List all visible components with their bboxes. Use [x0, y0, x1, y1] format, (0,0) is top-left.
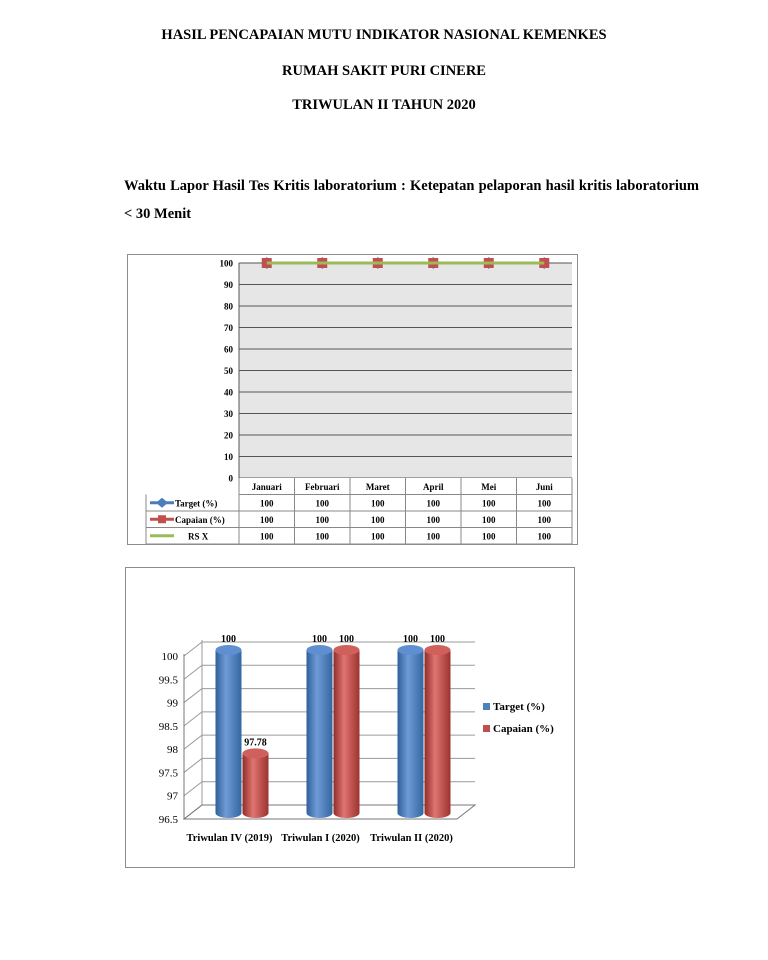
table-value: 100 [426, 498, 440, 509]
category-label: Triwulan I (2020) [281, 833, 360, 844]
table-value: 100 [260, 498, 274, 509]
y-tick-label: 70 [224, 323, 233, 333]
indicator-description: Waktu Lapor Hasil Tes Kritis laboratorium : Ketepatan pelaporan hasil kritis laboratorium < 30 Menit [124, 178, 699, 222]
hospital-name: RUMAH SAKIT PURI CINERE [282, 63, 486, 79]
table-value: 100 [482, 531, 496, 542]
data-label: 100 [221, 634, 236, 645]
bar-capaian [334, 645, 360, 818]
category-label: Juni [535, 481, 553, 492]
legend-label: Target (%) [493, 701, 545, 713]
y-tick-label: 97 [167, 790, 178, 803]
side-gridline [184, 712, 202, 726]
bar-body [307, 650, 333, 818]
category-label: Mei [481, 481, 497, 492]
line-plot-group [220, 257, 573, 484]
bar-target [216, 645, 242, 818]
side-gridline [184, 689, 202, 703]
bar-body [334, 650, 360, 818]
bar-body [425, 650, 451, 818]
bar-body [216, 650, 242, 818]
y-tick-label: 97.5 [158, 767, 178, 780]
bar-plot-group [159, 634, 475, 844]
table-value: 100 [315, 514, 329, 525]
series-name: RS X [188, 531, 209, 542]
category-label: Maret [365, 481, 390, 492]
table-value: 100 [315, 531, 329, 542]
bar-top [243, 748, 269, 758]
category-label: April [422, 481, 444, 492]
series-name: Target (%) [175, 498, 218, 509]
y-tick-label: 98 [167, 744, 178, 757]
table-value: 100 [537, 514, 551, 525]
y-tick-label: 10 [224, 452, 233, 462]
side-gridline [184, 758, 202, 772]
category-label: Januari [251, 481, 282, 492]
legend-key-capaian-marker [158, 515, 166, 523]
quarterly-bar-chart-svg [126, 568, 574, 867]
bar-top [307, 645, 333, 655]
y-tick-label: 0 [228, 473, 233, 484]
table-value: 100 [537, 531, 551, 542]
category-label: Triwulan IV (2019) [186, 833, 273, 844]
table-value: 100 [537, 498, 551, 509]
bar-capaian [243, 748, 269, 818]
table-value: 100 [371, 531, 385, 542]
data-label: 100 [403, 634, 418, 645]
series-name: Capaian (%) [175, 514, 225, 525]
bar-target [307, 645, 333, 818]
table-value: 100 [315, 498, 329, 509]
legend-swatch [483, 725, 490, 732]
table-value: 100 [371, 514, 385, 525]
data-label: 100 [430, 634, 445, 645]
y-tick-label: 60 [224, 344, 233, 355]
side-gridline [184, 735, 202, 749]
y-tick-label: 90 [224, 280, 233, 290]
monthly-line-chart-svg [128, 255, 577, 544]
bar-top [216, 645, 242, 655]
y-tick-label: 40 [224, 387, 233, 398]
y-tick-label: 100 [219, 258, 233, 269]
table-value: 100 [482, 498, 496, 509]
bar-body [398, 650, 424, 818]
y-tick-label: 98.5 [158, 720, 178, 733]
bar-top [425, 645, 451, 655]
data-label: 100 [312, 634, 327, 645]
table-value: 100 [371, 498, 385, 509]
y-tick-label: 80 [224, 301, 233, 312]
report-title: HASIL PENCAPAIAN MUTU INDIKATOR NASIONAL KEMENKES [161, 27, 607, 43]
y-tick-label: 30 [224, 409, 233, 419]
category-label: Februari [305, 481, 340, 492]
quarterly-bar-chart [125, 567, 575, 868]
side-gridline [184, 665, 202, 679]
table-value: 100 [426, 531, 440, 542]
legend [483, 701, 554, 735]
y-tick-label: 99 [167, 697, 178, 710]
report-period: TRIWULAN II TAHUN 2020 [292, 97, 476, 113]
data-label: 100 [339, 634, 354, 645]
bar-top [398, 645, 424, 655]
bar-target [398, 645, 424, 818]
table-value: 100 [260, 531, 274, 542]
data-label: 97.78 [244, 737, 267, 749]
bar-top [334, 645, 360, 655]
category-label: Triwulan II (2020) [370, 833, 453, 844]
bar-capaian [425, 645, 451, 818]
table-value: 100 [482, 514, 496, 525]
data-table [146, 478, 572, 544]
bar-body [243, 753, 269, 818]
y-tick-label: 20 [224, 430, 233, 441]
legend-swatch [483, 703, 490, 710]
y-tick-label: 99.5 [158, 674, 178, 687]
side-gridline [184, 782, 202, 796]
y-tick-label: 50 [224, 366, 233, 376]
monthly-line-chart [127, 254, 578, 545]
table-value: 100 [260, 514, 274, 525]
table-value: 100 [426, 514, 440, 525]
legend-label: Capaian (%) [493, 723, 554, 735]
y-tick-label: 96.5 [158, 814, 178, 826]
side-gridline [184, 642, 202, 656]
y-tick-label: 100 [161, 651, 178, 663]
legend-key-target-marker [156, 498, 168, 508]
